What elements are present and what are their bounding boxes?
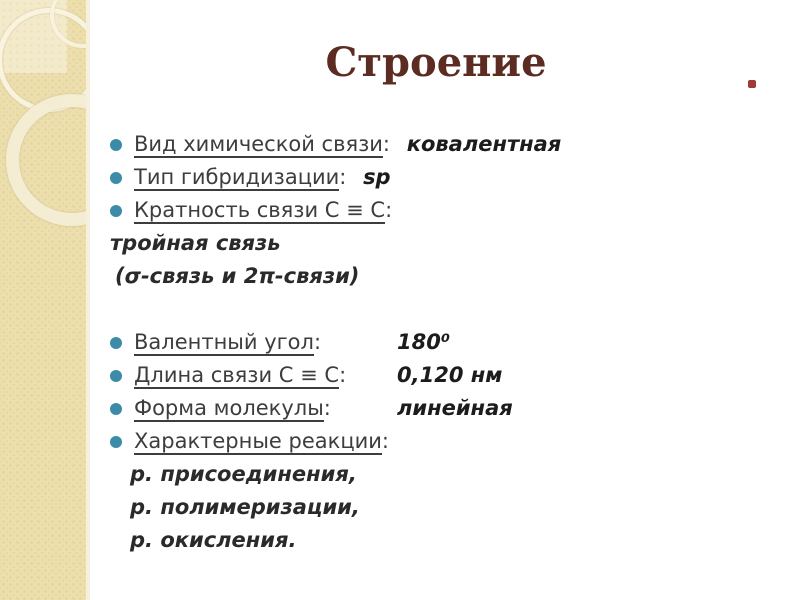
continuation-text: р. окисления. — [130, 528, 297, 552]
item-colon: : — [313, 330, 322, 354]
list-spacer — [90, 293, 795, 326]
item-value: линейная — [397, 396, 513, 420]
list-continuation-addition — [90, 458, 795, 491]
item-value: ковалентная — [406, 132, 562, 156]
bullet-icon — [110, 205, 122, 217]
bullet-icon — [110, 139, 122, 151]
item-label: Длина связи C ≡ C — [134, 363, 340, 387]
bullet-icon — [110, 403, 122, 415]
list-item-typical-reactions — [90, 425, 795, 458]
list-item-bond-angle — [90, 326, 795, 359]
item-colon: : — [381, 429, 389, 453]
list-item-bond-kind — [90, 128, 795, 161]
item-colon: : — [385, 198, 393, 222]
item-value: 0,120 нм — [397, 363, 503, 387]
list-item-bond-length — [90, 359, 795, 392]
bullet-icon — [110, 337, 122, 349]
item-label: Валентный угол — [134, 330, 314, 354]
item-label: Вид химической связи — [134, 132, 383, 156]
item-label: Характерные реакции — [134, 429, 382, 453]
list-item-hybridization — [90, 161, 795, 194]
item-value: 180⁰ — [397, 330, 451, 354]
item-value: sp — [363, 165, 391, 189]
item-label: Форма молекулы — [134, 396, 324, 420]
list-continuation-triple-bond — [90, 227, 795, 260]
item-colon: : — [382, 132, 390, 156]
sidebar-decoration — [0, 0, 90, 600]
bullet-list — [90, 128, 795, 557]
item-label: Кратность связи C ≡ C — [134, 198, 386, 222]
item-colon: : — [339, 363, 347, 387]
bullet-icon — [110, 172, 122, 184]
list-item-bond-multiplicity — [90, 194, 795, 227]
list-continuation-oxidation — [90, 524, 795, 557]
continuation-text: р. присоединения, — [130, 462, 357, 486]
list-item-molecule-shape — [90, 392, 795, 425]
list-continuation-polymerization — [90, 491, 795, 524]
sidebar-ring-decor — [6, 94, 90, 226]
slide-title: Строение — [325, 39, 547, 86]
list-continuation-sigma-pi — [90, 260, 795, 293]
item-colon: : — [323, 396, 331, 420]
item-colon: : — [339, 165, 347, 189]
continuation-text: р. полимеризации, — [130, 495, 360, 519]
item-label: Тип гибридизации — [134, 165, 340, 189]
bullet-icon — [110, 436, 122, 448]
continuation-text: тройная связь — [110, 231, 281, 255]
continuation-text: (σ-связь и 2π-связи) — [115, 264, 360, 288]
bullet-icon — [110, 370, 122, 382]
